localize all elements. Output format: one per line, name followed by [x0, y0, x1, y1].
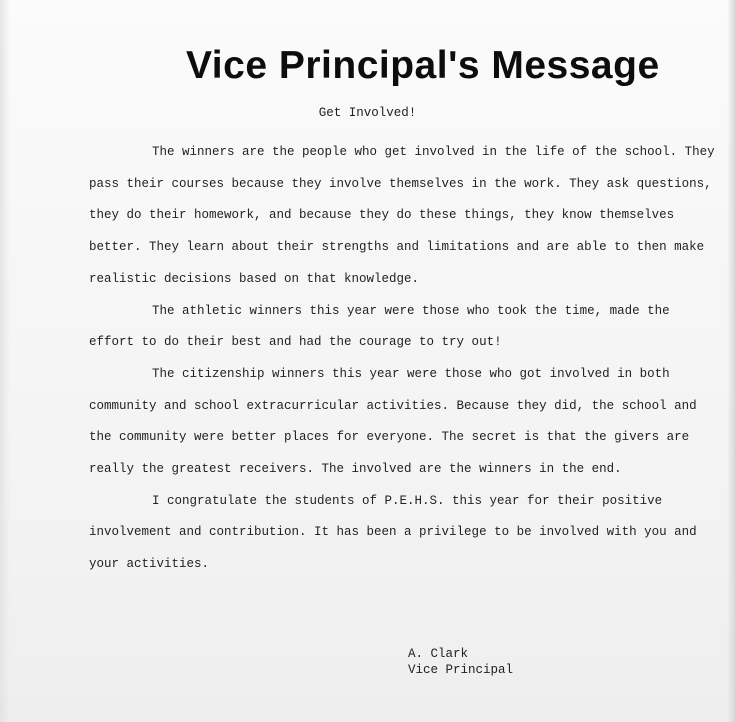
- signature-role: Vice Principal: [408, 663, 514, 677]
- paragraph-congratulations: I congratulate the students of P.E.H.S. this year for their positive involvement and contribution. It has been a privilege to be involved with you and your activities.: [89, 493, 697, 572]
- message-body: [89, 137, 719, 581]
- paragraph-winners: The winners are the people who get involved in the life of the school. They pass their courses because they involve themselves in the work. They ask questions, they do their homework, and because they do these things, they know themselves better. They learn about their strengths and limitations and are able to then make realistic decisions based on that knowledge.: [89, 145, 715, 286]
- page-title: Vice Principal's Message: [186, 44, 660, 87]
- paragraph-citizenship: The citizenship winners this year were those who got involved in both community and school extracurricular activities. Because they did, the school and the community were better places for everyone. The secret is that the givers are really the greatest receivers. The involved are the winners in the end.: [89, 366, 697, 477]
- paragraph-athletic: The athletic winners this year were those who took the time, made the effort to do their best and had the courage to try out!: [89, 303, 670, 350]
- signature-block: [408, 646, 513, 678]
- subtitle: Get Involved!: [318, 106, 417, 120]
- signature-name: A. Clark: [408, 647, 469, 661]
